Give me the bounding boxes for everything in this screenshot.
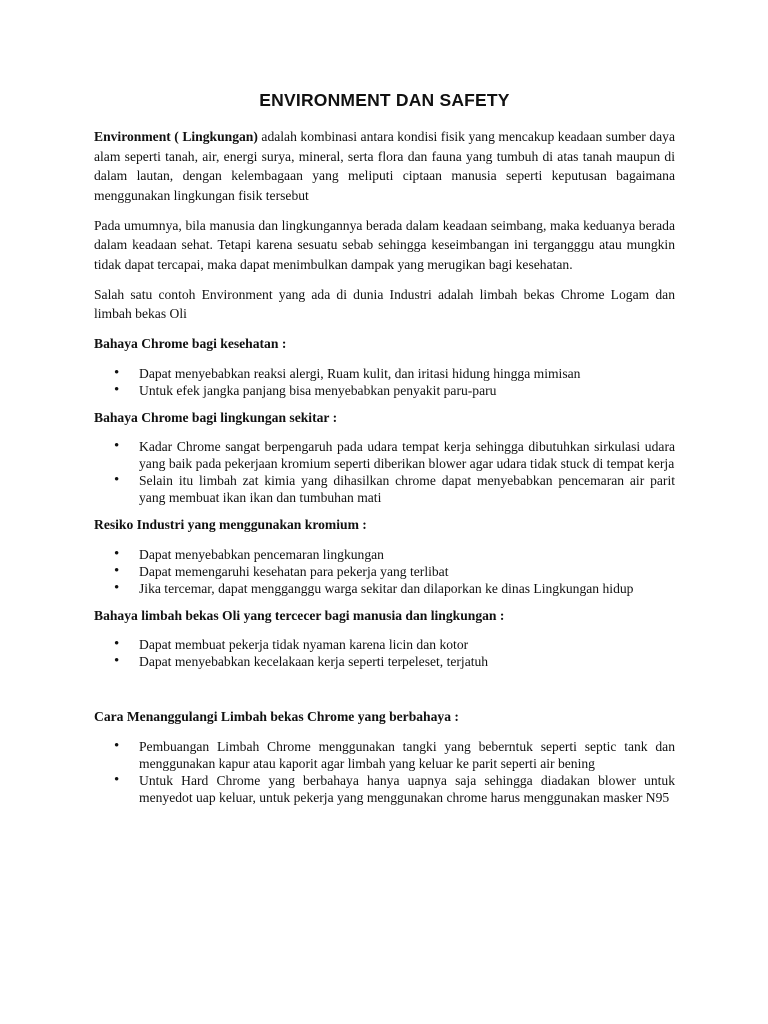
bullet-list-chrome-handling [94,738,675,806]
intro-lead-term: Environment ( Lingkungan) [94,129,258,144]
list-item: • Selain itu limbah zat kimia yang dihasilkan chrome dapat menyebabkan pencemaran air parit yang membuat ikan ikan dan tumbuhan mati [94,472,675,506]
list-item: • Dapat menyebabkan reaksi alergi, Ruam kulit, dan iritasi hidung hingga mimisan [94,365,675,382]
paragraph-example: Salah satu contoh Environment yang ada di dunia Industri adalah limbah bekas Chrome Logam dan limbah bekas Oli [94,286,675,321]
list-item: • Pembuangan Limbah Chrome menggunakan tangki yang beberntuk seperti septic tank dan menggunakan kapur atau kaporit agar limbah yang keluar ke parit seperti air bening [94,738,675,772]
section-heading-oil-hazard: Bahaya limbah bekas Oli yang tercecer bagi manusia dan lingkungan : [94,607,505,623]
list-item: • Kadar Chrome sangat berpengaruh pada udara tempat kerja sehingga dibutuhkan sirkulasi udara yang baik pada pekerjaan kromium seperti diberikan blower agar udara tidak stuck di tempat kerja [94,438,675,472]
intro-paragraph [94,127,675,205]
list-item: • Dapat menyebabkan kecelakaan kerja seperti terpeleset, terjatuh [94,653,675,670]
list-item: • Dapat menyebabkan pencemaran lingkungan [94,546,675,563]
list-item: • Dapat memengaruhi kesehatan para pekerja yang terlibat [94,563,675,580]
bullet-list-chrome-health [94,365,675,399]
section-heading-chrome-environment: Bahaya Chrome bagi lingkungan sekitar : [94,409,338,425]
blank-spacer [94,679,675,707]
section-heading-chrome-handling: Cara Menanggulangi Limbah bekas Chrome yang berbahaya : [94,709,459,724]
list-item: • Untuk Hard Chrome yang berbahaya hanya uapnya saja sehingga diadakan blower untuk menyedot uap keluar, untuk pekerja yang menggunakan chrome harus menggunakan masker N95 [94,772,675,806]
paragraph-balance: Pada umumnya, bila manusia dan lingkungannya berada dalam keadaan seimbang, maka keduanya berada dalam keadaan sehat. Tetapi karena sesuatu sebab sehingga keseimbangan ini tergangggu atau mungkin tidak dapat tercapai, maka dapat menimbulkan dampak yang merugikan bagi kesehatan. [94,217,675,272]
document-title: ENVIRONMENT DAN SAFETY [259,90,510,110]
section-heading-chrome-health: Bahaya Chrome bagi kesehatan : [94,336,287,351]
intro-text: adalah kombinasi antara kondisi fisik yang mencakup keadaan sumber daya alam seperti tanah, air, energi surya, mineral, serta flora dan fauna yang tumbuh di atas tanah maupun di dalam lautan, dengan kelembagaan yang meliputi ciptaan manusia seperti keputusan bagaimana menggunakan lingkungan fisik tersebut [94,129,675,203]
list-item: • Dapat membuat pekerja tidak nyaman karena licin dan kotor [94,636,675,653]
bullet-list-chrome-environment [94,438,675,506]
list-item: • Untuk efek jangka panjang bisa menyebabkan penyakit paru-paru [94,382,675,399]
document-page [94,88,675,815]
section-heading-industry-risk: Resiko Industri yang menggunakan kromium : [94,517,367,532]
list-item: • Jika tercemar, dapat mengganggu warga sekitar dan dilaporkan ke dinas Lingkungan hidup [94,580,675,597]
bullet-list-oil-hazard [94,636,675,670]
bullet-list-industry-risk [94,546,675,597]
